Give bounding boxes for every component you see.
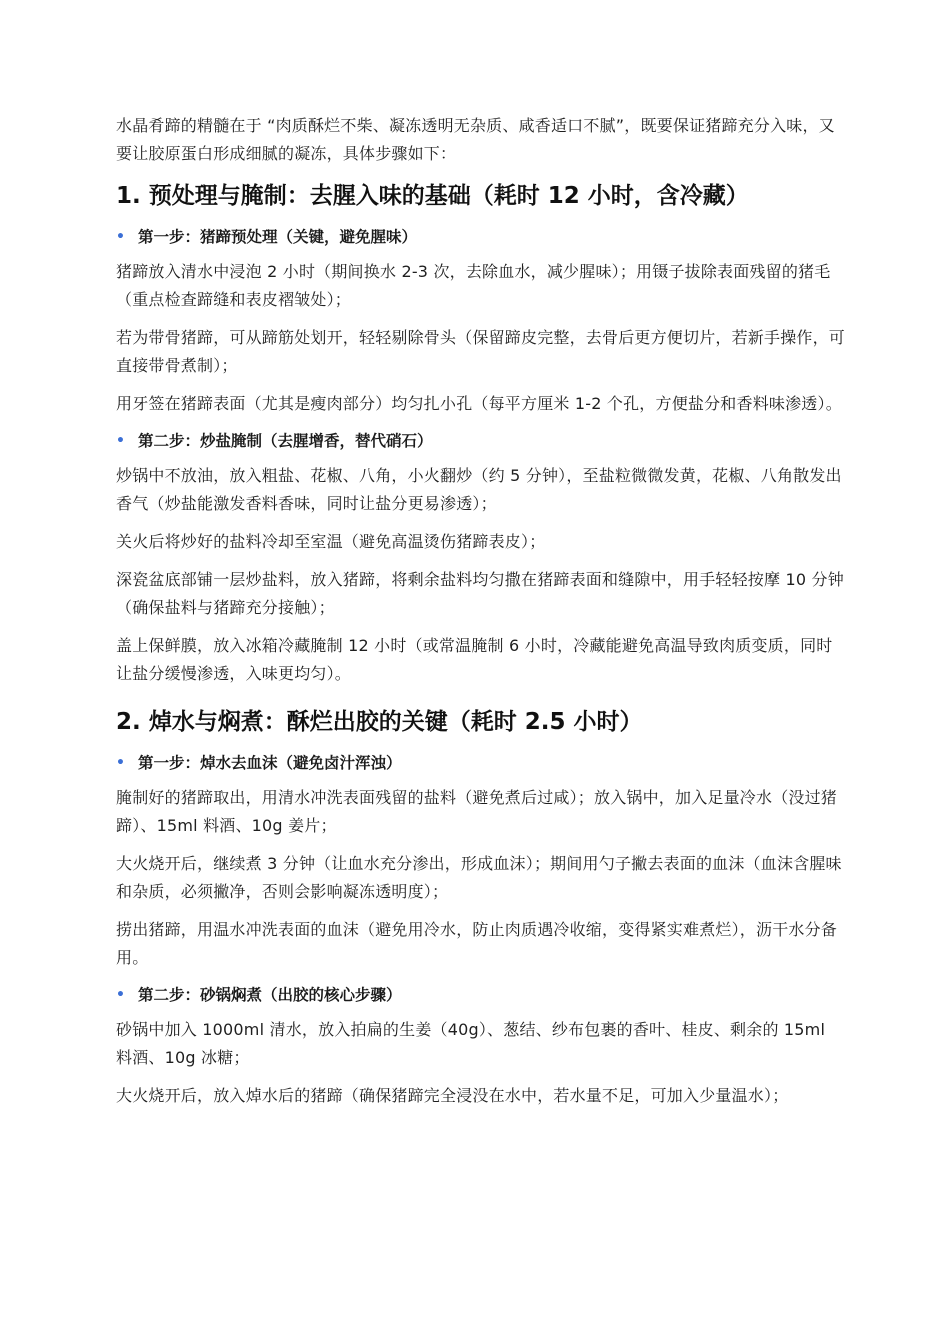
step-paragraph: 炒锅中不放油，放入粗盐、花椒、八角，小火翻炒（约 5 分钟），至盐粒微微发黄，花椒、八角散发出香气（炒盐能激发香料香味，同时让盐分更易渗透）； <box>116 466 842 513</box>
step-heading <box>116 750 846 776</box>
document-page <box>116 112 846 1120</box>
step-heading <box>116 428 846 454</box>
section-title: 2. 焯水与焖煮：酥烂出胶的关键（耗时 2.5 小时） <box>116 709 643 735</box>
bullet-icon: • <box>116 987 125 1003</box>
step-paragraph: 深瓷盆底部铺一层炒盐料，放入猪蹄，将剩余盐料均匀撒在猪蹄表面和缝隙中，用手轻轻按摩 10 分钟（确保盐料与猪蹄充分接触）； <box>116 570 844 617</box>
step-paragraph: 用牙签在猪蹄表面（尤其是瘦肉部分）均匀扎小孔（每平方厘米 1-2 个孔，方便盐分和香料味渗透）。 <box>116 394 842 413</box>
step-paragraph: 盖上保鲜膜，放入冰箱冷藏腌制 12 小时（或常温腌制 6 小时，冷藏能避免高温导致肉质变质，同时让盐分缓慢渗透，入味更均匀）。 <box>116 636 833 683</box>
step-paragraph: 若为带骨猪蹄，可从蹄筋处划开，轻轻剔除骨头（保留蹄皮完整，去骨后更方便切片，若新手操作，可直接带骨煮制）； <box>116 328 846 375</box>
step-paragraph: 大火烧开后，继续煮 3 分钟（让血水充分渗出，形成血沫）；期间用勺子撇去表面的血沫（血沫含腥味和杂质，必须撇净，否则会影响凝冻透明度）； <box>116 854 842 901</box>
step-title: 第一步：猪蹄预处理（关键，避免腥味） <box>138 228 418 246</box>
step-paragraph: 腌制好的猪蹄取出，用清水冲洗表面残留的盐料（避免煮后过咸）；放入锅中，加入足量冷水（没过猪蹄）、15ml 料酒、10g 姜片； <box>116 788 838 835</box>
step-title: 第二步：砂锅焖煮（出胶的核心步骤） <box>138 986 402 1004</box>
bullet-icon: • <box>116 433 125 449</box>
step-paragraph: 砂锅中加入 1000ml 清水，放入拍扁的生姜（40g）、葱结、纱布包裹的香叶、桂皮、剩余的 15ml 料酒、10g 冰糖； <box>116 1020 826 1067</box>
bullet-icon: • <box>116 229 125 245</box>
section-title: 1. 预处理与腌制：去腥入味的基础（耗时 12 小时，含冷藏） <box>116 183 749 209</box>
step-paragraph: 捞出猪蹄，用温水冲洗表面的血沫（避免用冷水，防止肉质遇冷收缩，变得紧实难煮烂），沥干水分备用。 <box>116 920 838 967</box>
step-title: 第一步：焯水去血沫（避免卤汁浑浊） <box>138 754 402 772</box>
step-paragraph: 猪蹄放入清水中浸泡 2 小时（期间换水 2-3 次，去除血水，减少腥味）；用镊子拔除表面残留的猪毛（重点检查蹄缝和表皮褶皱处）； <box>116 262 831 309</box>
step-paragraph: 大火烧开后，放入焯水后的猪蹄（确保猪蹄完全浸没在水中，若水量不足，可加入少量温水）； <box>116 1086 789 1105</box>
step-title: 第二步：炒盐腌制（去腥增香，替代硝石） <box>138 432 433 450</box>
bullet-icon: • <box>116 755 125 771</box>
intro-paragraph: 水晶肴蹄的精髓在于 “肉质酥烂不柴、凝冻透明无杂质、咸香适口不腻”，既要保证猪蹄充分入味，又要让胶原蛋白形成细腻的凝冻，具体步骤如下： <box>116 116 835 163</box>
step-paragraph: 关火后将炒好的盐料冷却至室温（避免高温烫伤猪蹄表皮）； <box>116 532 546 551</box>
step-heading <box>116 982 846 1008</box>
step-heading <box>116 224 846 250</box>
